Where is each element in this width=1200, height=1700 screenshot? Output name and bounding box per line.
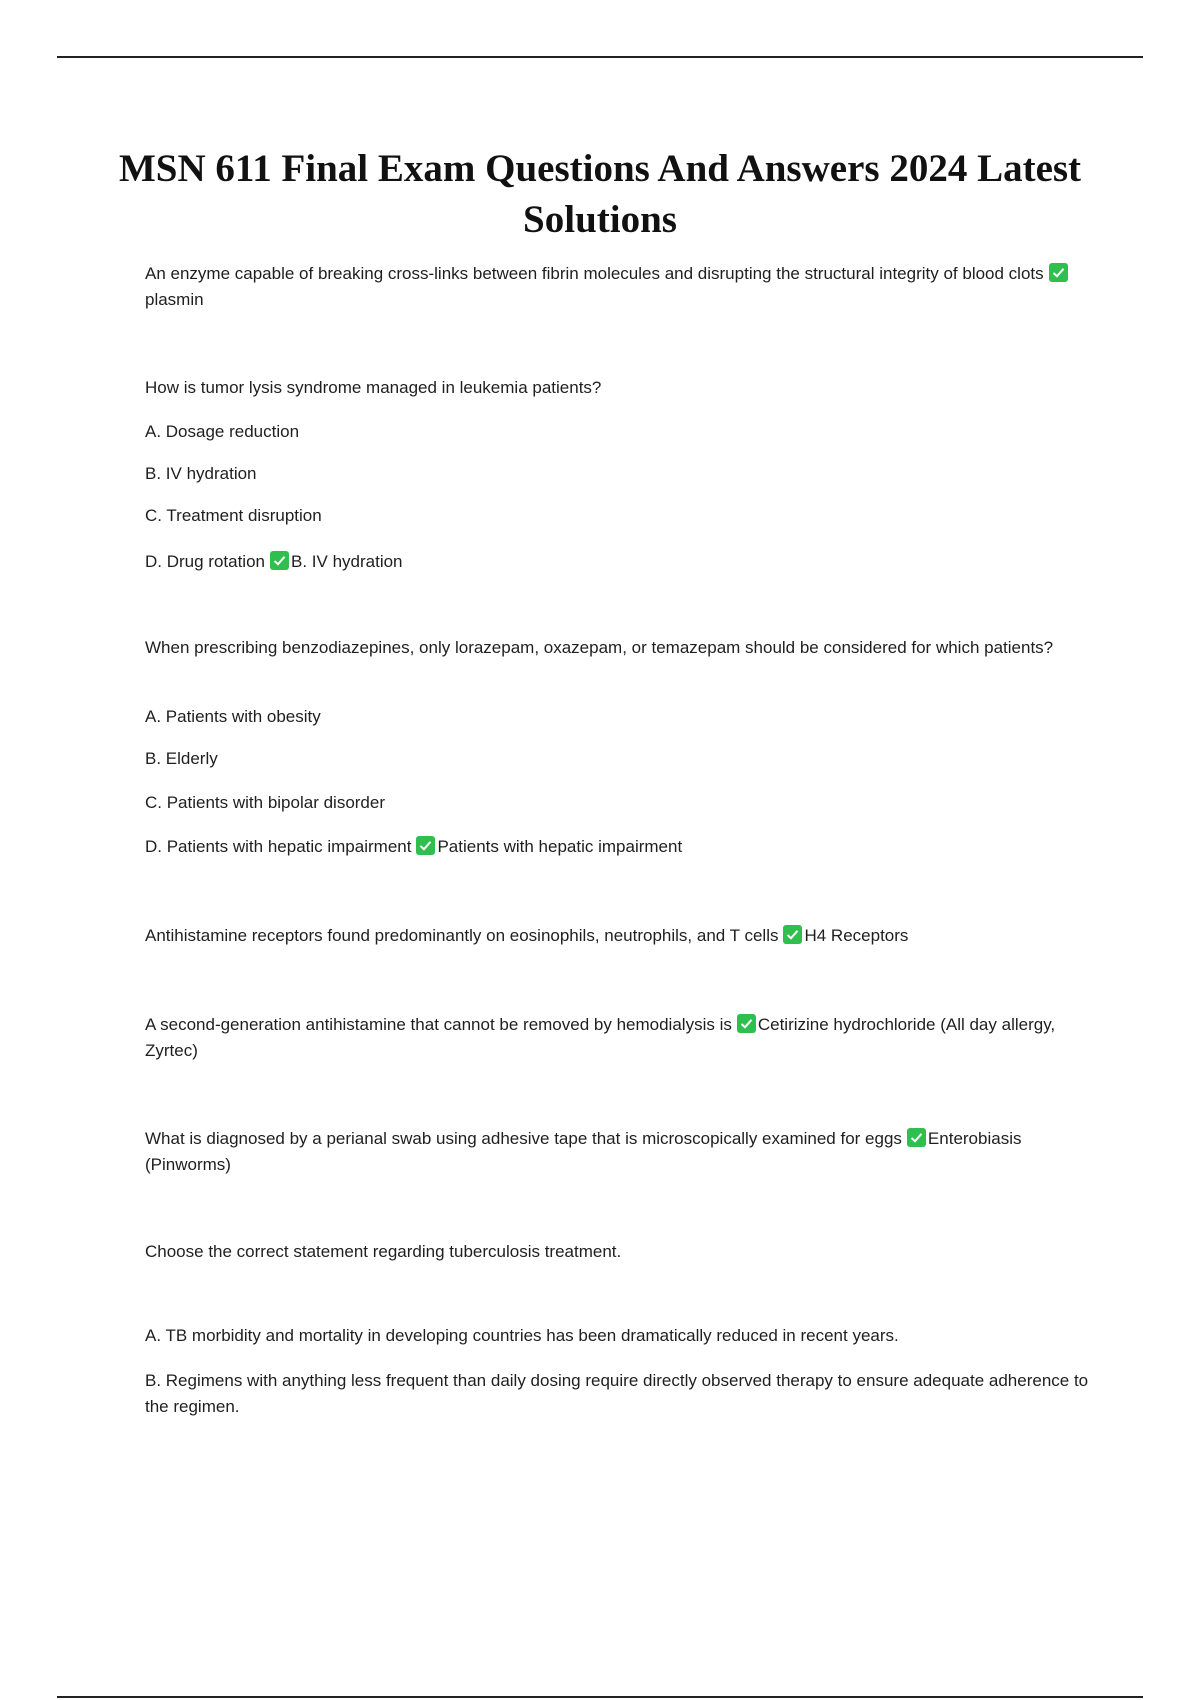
question-5-text: A second-generation antihistamine that cannot be removed by hemodialysis is xyxy=(145,1015,732,1034)
question-3-option-d xyxy=(145,834,1095,860)
question-1 xyxy=(145,261,1095,313)
question-2-option-c: C. Treatment disruption xyxy=(145,506,322,525)
check-icon xyxy=(1049,263,1068,282)
question-3-text: When prescribing benzodiazepines, only lorazepam, oxazepam, or temazepam should be considered for which patients? xyxy=(145,638,1054,657)
check-icon xyxy=(416,836,435,855)
question-4 xyxy=(145,923,1095,949)
question-3-option-c: C. Patients with bipolar disorder xyxy=(145,793,386,812)
question-6 xyxy=(145,1126,1095,1178)
question-5 xyxy=(145,1012,1095,1064)
answer-4: H4 Receptors xyxy=(804,926,909,945)
question-2-option-d xyxy=(145,549,1095,575)
question-7-option-b: B. Regimens with anything less frequent than daily dosing require directly observed therapy to ensure adequate adherence to the regimen. xyxy=(145,1371,1089,1416)
answer-5: Cetirizine hydrochloride (All day allergy, Zyrtec) xyxy=(145,1015,1056,1060)
question-6-text: What is diagnosed by a perianal swab using adhesive tape that is microscopically examined for eggs xyxy=(145,1129,902,1148)
check-icon xyxy=(907,1128,926,1147)
question-3-option-a: A. Patients with obesity xyxy=(145,707,321,726)
document-title: MSN 611 Final Exam Questions And Answers 2024 Latest Solutions xyxy=(118,147,1082,241)
question-2-option-b: B. IV hydration xyxy=(145,464,257,483)
question-2-option-d-text: D. Drug rotation xyxy=(145,552,265,571)
check-icon xyxy=(270,551,289,570)
footer-rule xyxy=(57,1696,1143,1698)
answer-3: Patients with hepatic impairment xyxy=(437,837,683,856)
question-4-text: Antihistamine receptors found predominantly on eosinophils, neutrophils, and T cells xyxy=(145,926,779,945)
question-2-text: How is tumor lysis syndrome managed in leukemia patients? xyxy=(145,378,602,397)
check-icon xyxy=(737,1014,756,1033)
question-2-option-a: A. Dosage reduction xyxy=(145,422,300,441)
check-icon xyxy=(783,925,802,944)
answer-6: Enterobiasis (Pinworms) xyxy=(145,1129,1022,1174)
answer-2: B. IV hydration xyxy=(291,552,403,571)
question-3-option-b: B. Elderly xyxy=(145,749,218,768)
answer-1: plasmin xyxy=(145,290,204,309)
question-1-text: An enzyme capable of breaking cross-links between fibrin molecules and disrupting the structural integrity of blood clots xyxy=(145,264,1044,283)
question-7-option-a: A. TB morbidity and mortality in developing countries has been dramatically reduced in recent years. xyxy=(145,1326,899,1345)
question-7-text: Choose the correct statement regarding tuberculosis treatment. xyxy=(145,1242,622,1261)
question-3-option-d-text: D. Patients with hepatic impairment xyxy=(145,837,412,856)
header-rule xyxy=(57,56,1143,58)
